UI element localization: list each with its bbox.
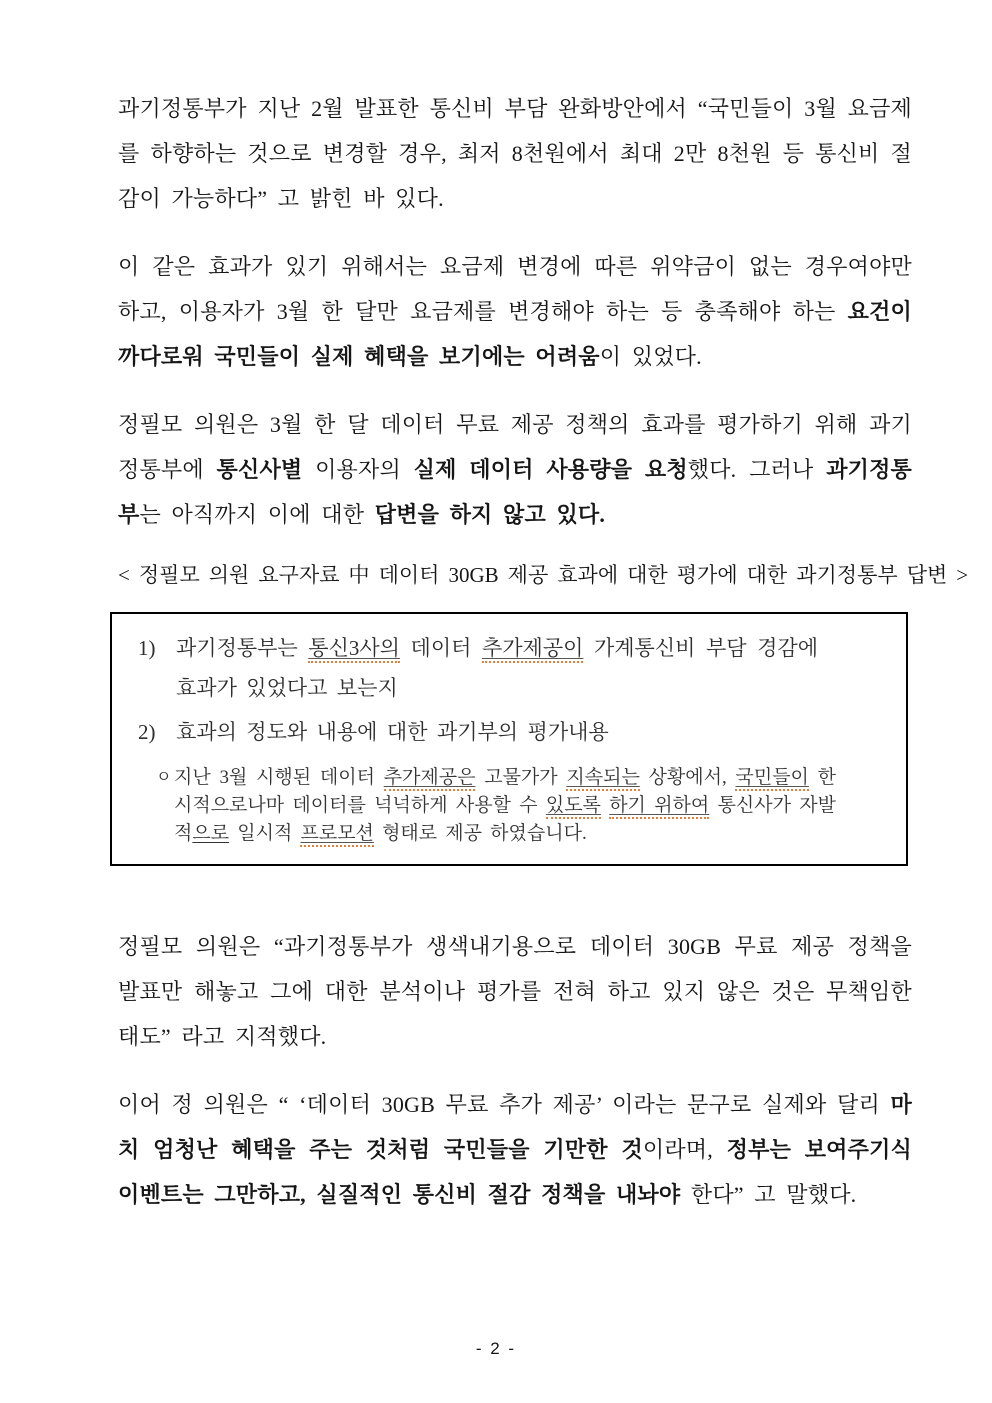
paragraph-savings-announcement: 과기정통부가 지난 2월 발표한 통신비 부담 완화방안에서 “국민들이 3월 요금제를 하향하는 것으로 변경할 경우, 최저 8천원에서 최대 2만 8천원 등 통신비 절감이 가능하다” 고 밝힌 바 있다. — [118, 96, 912, 211]
box-item-1-text: 과기정통부는 통신3사의 데이터 추가제공이 가계통신비 부담 경감에 효과가 있었다고 보는지 — [176, 636, 818, 700]
box-bullet-text: 지난 3월 시행된 데이터 추가제공은 고물가가 지속되는 상황에서, 국민들이 한시적으로나마 데이터를 넉넉하게 사용할 수 있도록 하기 위하여 통신사가 자발적으로 일시적 프로모션 형태로 제공 하였습니다. — [174, 764, 836, 848]
ministry-answer-box — [110, 612, 908, 866]
paragraph-statement: 이어 정 의원은 “ ‘데이터 30GB 무료 추가 제공’ 이라는 문구로 실제와 달리 마치 엄청난 혜택을 주는 것처럼 국민들을 기만한 것이라며, 정부는 보여주기식 이벤트는 그만하고, 실질적인 통신비 절감 정책을 내놔야 한다” 고 말했다. — [118, 1092, 912, 1207]
paragraph-conditions: 이 같은 효과가 있기 위해서는 요금제 변경에 따른 위약금이 없는 경우여야만 하고, 이용자가 3월 한 달만 요금제를 변경해야 하는 등 충족해야 하는 요건이 까다로워 국민들이 실제 혜택을 보기에는 어려움이 있었다. — [118, 254, 912, 369]
paragraph-criticism: 정필모 의원은 “과기정통부가 생색내기용으로 데이터 30GB 무료 제공 정책을 발표만 해놓고 그에 대한 분석이나 평가를 전혀 하고 있지 않은 것은 무책임한 태도” 라고 지적했다. — [118, 934, 912, 1049]
document-content — [118, 86, 969, 1240]
box-item-1 — [138, 628, 882, 708]
box-item-2-number: 2) — [138, 720, 156, 744]
bullet-marker: ㅇ — [156, 769, 172, 786]
box-item-2-text: 효과의 정도와 내용에 대한 과기부의 평가내용 — [176, 720, 609, 744]
box-bullet-answer — [138, 764, 882, 848]
box-item-2 — [138, 712, 882, 752]
quote-box-caption: < 정필모 의원 요구자료 中 데이터 30GB 제공 효과에 대한 평가에 대한 과기정통부 답변 > — [118, 563, 969, 587]
page-number: - 2 - — [475, 1339, 517, 1358]
box-item-1-number: 1) — [138, 636, 156, 660]
paragraph-data-request: 정필모 의원은 3월 한 달 데이터 무료 제공 정책의 효과를 평가하기 위해 과기정통부에 통신사별 이용자의 실제 데이터 사용량을 요청했다. 그러나 과기정통부는 아직까지 이에 대한 답변을 하지 않고 있다. — [118, 412, 913, 527]
